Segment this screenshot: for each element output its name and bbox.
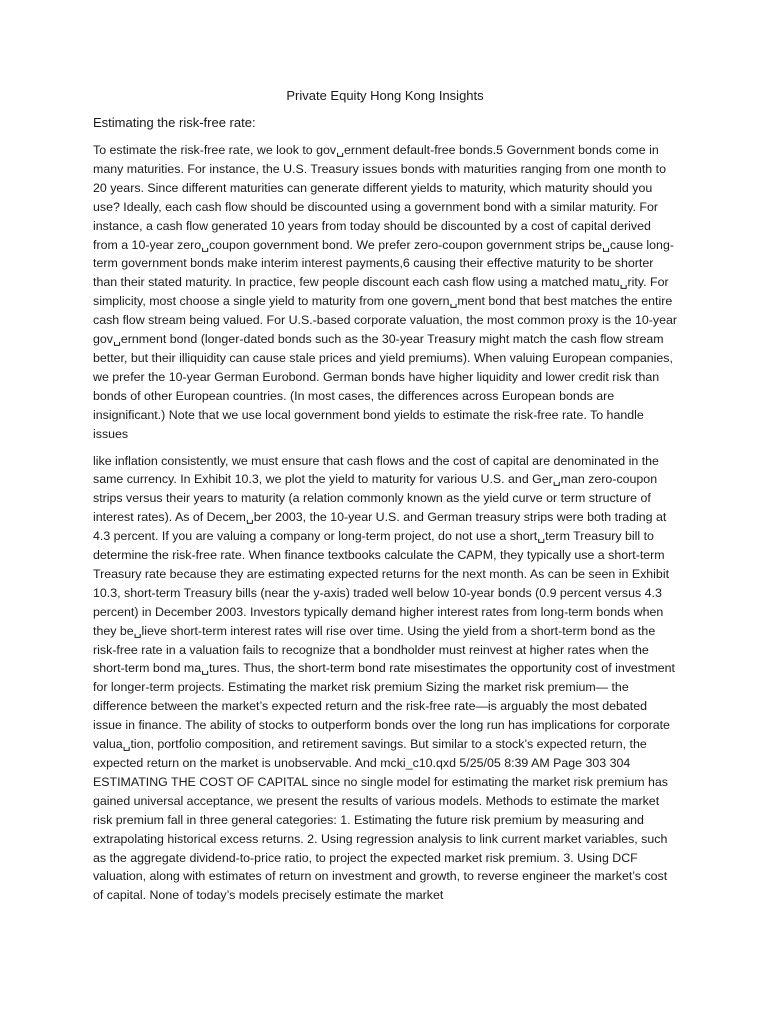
document-page xyxy=(93,86,677,913)
body-paragraph-2: like inflation consistently, we must ensure that cash flows and the cost of capital are denominated in the same currency. In Exhibit 10.3, we plot the yield to maturity for various U.S. and Ger␣man zero-coupon strips versus their years to maturity (a relation commonly known as the yield curve or term structure of interest rates). As of Decem␣ber 2003, the 10-year U.S. and German treasury strips were both trading at 4.3 percent. If you are valuing a company or long-term project, do not use a short␣term Treasury bill to determine the risk-free rate. When finance textbooks calculate the CAPM, they typically use a short-term Treasury rate because they are estimating expected returns for the next month. As can be seen in Exhibit 10.3, short-term Treasury bills (near the y-axis) traded well below 10-year bonds (0.9 percent versus 4.3 percent) in December 2003. Investors typically demand higher interest rates from long-term bonds when they be␣lieve short-term interest rates will rise over time. Using the yield from a short-term bond as the risk-free rate in a valuation fails to recognize that a bondholder must reinvest at higher rates when the short-term bond ma␣tures. Thus, the short-term bond rate misestimates the opportunity cost of investment for longer-term projects. Estimating the market risk premium Sizing the market risk premium— the difference between the market’s expected return and the risk-free rate—is arguably the most debated issue in finance. The ability of stocks to outperform bonds over the long run has implications for corporate valua␣tion, portfolio composition, and retirement savings. But similar to a stock’s expected return, the expected return on the market is unobservable. And mcki_c10.qxd 5/25/05 8:39 AM Page 303 304 ESTIMATING THE COST OF CAPITAL since no single model for estimating the market risk premium has gained universal acceptance, we present the results of various models. Methods to estimate the market risk premium fall in three general categories: 1. Estimating the future risk premium by measuring and extrapolating historical excess returns. 2. Using regression analysis to link current market variables, such as the aggregate dividend-to-price ratio, to project the expected market risk premium. 3. Using DCF valuation, along with estimates of return on investment and growth, to reverse engineer the market’s cost of capital. None of today’s models precisely estimate the market xyxy=(93,453,675,903)
section-heading: Estimating the risk-free rate: xyxy=(93,115,256,130)
document-title: Private Equity Hong Kong Insights xyxy=(286,88,484,103)
body-paragraph-1: To estimate the risk-free rate, we look to gov␣ernment default-free bonds.5 Government bonds come in many maturities. For instance, the U.S. Treasury issues bonds with maturities ranging from one month to 20 years. Since different maturities can generate different yields to maturity, which maturity should you use? Ideally, each cash flow should be discounted using a government bond with a similar maturity. For instance, a cash flow generated 10 years from today should be discounted by a cost of capital derived from a 10-year zero␣coupon government bond. We prefer zero-coupon government strips be␣cause long-term government bonds make interim interest payments,6 causing their effective maturity to be shorter than their stated maturity. In practice, few people discount each cash flow using a matched matu␣rity. For simplicity, most choose a single yield to maturity from one govern␣ment bond that best matches the entire cash flow stream being valued. For U.S.-based corporate valuation, the most common proxy is the 10-year gov␣ernment bond (longer-dated bonds such as the 30-year Treasury might match the cash flow stream better, but their illiquidity can cause stale prices and yield premiums). When valuing European companies, we prefer the 10-year German Eurobond. German bonds have higher liquidity and lower credit risk than bonds of other European countries. (In most cases, the differences across European bonds are insignificant.) Note that we use local government bond yields to estimate the risk-free rate. To handle issues xyxy=(93,143,678,441)
